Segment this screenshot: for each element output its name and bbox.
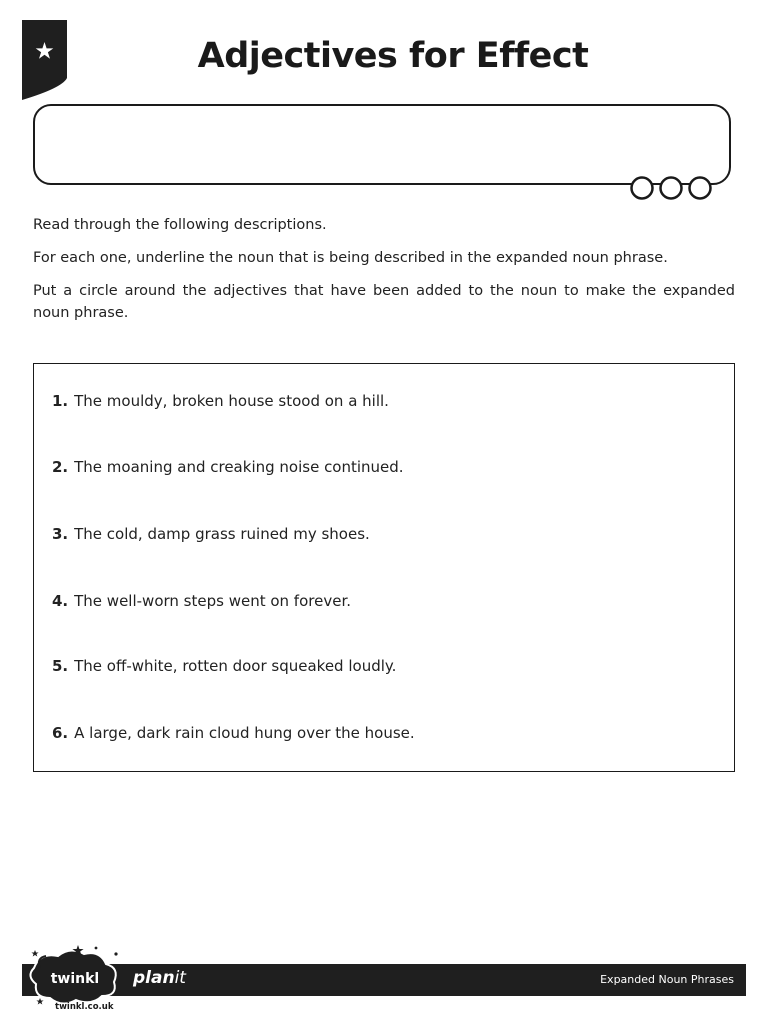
- sentences-box: [33, 363, 735, 772]
- instruction-line: Read through the following descriptions.: [33, 217, 327, 233]
- sentence-text: A large, dark rain cloud hung over the house.: [74, 724, 415, 742]
- sentence-item: [52, 392, 389, 410]
- sentence-item: [52, 592, 351, 610]
- sentence-number: 5.: [52, 657, 69, 675]
- sentence-text: The mouldy, broken house stood on a hill.: [74, 392, 389, 410]
- instruction-line: Put a circle around the adjectives that have been added to the noun to make the expanded noun phrase.: [33, 283, 735, 321]
- sentence-item: [52, 657, 396, 675]
- sentence-text: The well-worn steps went on forever.: [74, 592, 351, 610]
- sentence-number: 4.: [52, 592, 69, 610]
- planit-bold: plan: [133, 968, 175, 988]
- svg-text:twinkl: twinkl: [50, 971, 100, 987]
- page-title: Adjectives for Effect: [197, 36, 589, 76]
- sentence-text: The cold, damp grass ruined my shoes.: [74, 525, 370, 543]
- sentence-item: [52, 458, 404, 476]
- name-box: [33, 104, 731, 185]
- sentence-number: 1.: [52, 392, 69, 410]
- sentence-number: 2.: [52, 458, 69, 476]
- instructions: [33, 214, 735, 335]
- sentence-item: [52, 724, 415, 742]
- footer-label: Expanded Noun Phrases: [600, 973, 734, 986]
- sentence-number: 3.: [52, 525, 69, 543]
- sentence-text: The off-white, rotten door squeaked loudly.: [74, 657, 397, 675]
- instruction-line: For each one, underline the noun that is being described in the expanded noun phrase.: [33, 250, 668, 266]
- planit-italic: it: [174, 968, 186, 988]
- sentence-number: 6.: [52, 724, 69, 742]
- logo-url: twinkl.co.uk: [55, 1002, 114, 1012]
- planit-brand: [133, 968, 186, 988]
- decorative-circles: [628, 176, 716, 202]
- sentence-item: [52, 525, 370, 543]
- sentence-text: The moaning and creaking noise continued.: [74, 458, 404, 476]
